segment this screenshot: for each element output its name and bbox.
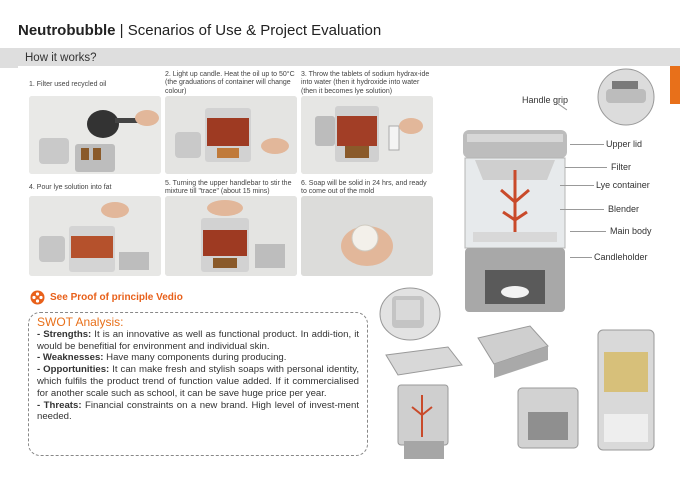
lid-zoom-circle (378, 286, 442, 342)
page-header (0, 0, 680, 48)
swot-strengths-label: - Strengths: (37, 328, 92, 340)
label-filter: Filter (611, 162, 631, 172)
step-6-photo (301, 196, 433, 276)
step-5-photo (165, 196, 297, 276)
film-reel-icon (30, 290, 45, 305)
page-title (18, 22, 381, 39)
component-view-3 (508, 378, 588, 458)
step-1-caption: 1. Filter used recycled oil (29, 81, 107, 88)
swot-weaknesses-text: Have many components during producing. (103, 352, 287, 364)
step-1-photo (29, 96, 161, 174)
step-5-caption: 5. Turning the upper handlebar to stir the mixture till "trace" (about 15 mins) (165, 180, 292, 196)
step-3-caption: 3. Throw the tablets of sodium hydrax-ide into water (then it hydroxide into water (then it becomes lye solution) (301, 71, 430, 95)
section-band (0, 48, 680, 68)
swot-weaknesses-label: - Weaknesses: (37, 352, 104, 364)
candleholder-leader (570, 257, 592, 258)
swot-threats-label: - Threats: (37, 399, 82, 411)
upper-lid-leader (570, 144, 604, 145)
swot-opportunities-label: - Opportunities: (37, 364, 110, 376)
label-handle-grip: Handle grip (522, 95, 569, 105)
label-lye-container: Lye container (596, 180, 650, 190)
swot-opportunities (37, 364, 359, 399)
label-blender: Blender (608, 204, 640, 214)
brand-name: Neutrobubble (18, 22, 116, 39)
swot-threats (37, 400, 359, 424)
swot-title: SWOT Analysis: (37, 315, 124, 329)
blender-leader (560, 209, 604, 210)
accent-tab (670, 66, 680, 104)
swot-threats-text: Financial constraints on a new brand. High level of invest-ment needed. (37, 399, 359, 423)
swot-weaknesses (37, 352, 359, 364)
step-6-caption: 6. Soap will be solid in 24 hrs, and ready to come out of the mold (301, 180, 427, 196)
label-upper-lid: Upper lid (606, 139, 643, 149)
swot-strengths (37, 329, 359, 353)
section-label: How it works? (25, 52, 97, 64)
swot-strengths-text: It is an innovative as well as functional product. In addi-tion, it would be benefitial for environment and individual skin. (37, 328, 359, 352)
swot-box (28, 312, 368, 456)
step-6-illustration (301, 196, 433, 276)
step-1-illustration (29, 96, 161, 174)
step-3-illustration (301, 96, 433, 174)
step-5-illustration (165, 196, 297, 276)
step-3-photo (301, 96, 433, 174)
product-render (455, 120, 575, 320)
title-separator: | (115, 22, 128, 39)
proof-video-link[interactable] (30, 290, 183, 305)
step-4-photo (29, 196, 161, 276)
lye-container-leader (560, 185, 594, 186)
proof-video-label[interactable]: See Proof of principle Vedio (50, 292, 183, 303)
step-2-illustration (165, 96, 297, 174)
component-view-1 (378, 345, 468, 463)
step-2-caption: 2. Light up candle. Heat the oil up to 50°C (the graduations of container will change colour) (165, 71, 295, 95)
handle-zoom-circle (596, 67, 656, 127)
label-candleholder: Candleholder (594, 252, 648, 262)
step-4-illustration (29, 196, 161, 276)
filter-leader (565, 167, 607, 168)
component-view-4 (590, 322, 666, 458)
step-2-photo (165, 96, 297, 174)
step-4-caption: 4. Pour lye solution into fat (29, 184, 112, 191)
label-main-body: Main body (610, 226, 652, 236)
swot-opportunities-text: It can make fresh and stylish soaps with personal identity, which fulfils the product trend of function value added. If it commercialised for another scale such as school, it can be save huge price per year. (37, 364, 359, 399)
main-body-leader (570, 231, 606, 232)
page-subtitle: Scenarios of Use & Project Evaluation (127, 22, 382, 39)
